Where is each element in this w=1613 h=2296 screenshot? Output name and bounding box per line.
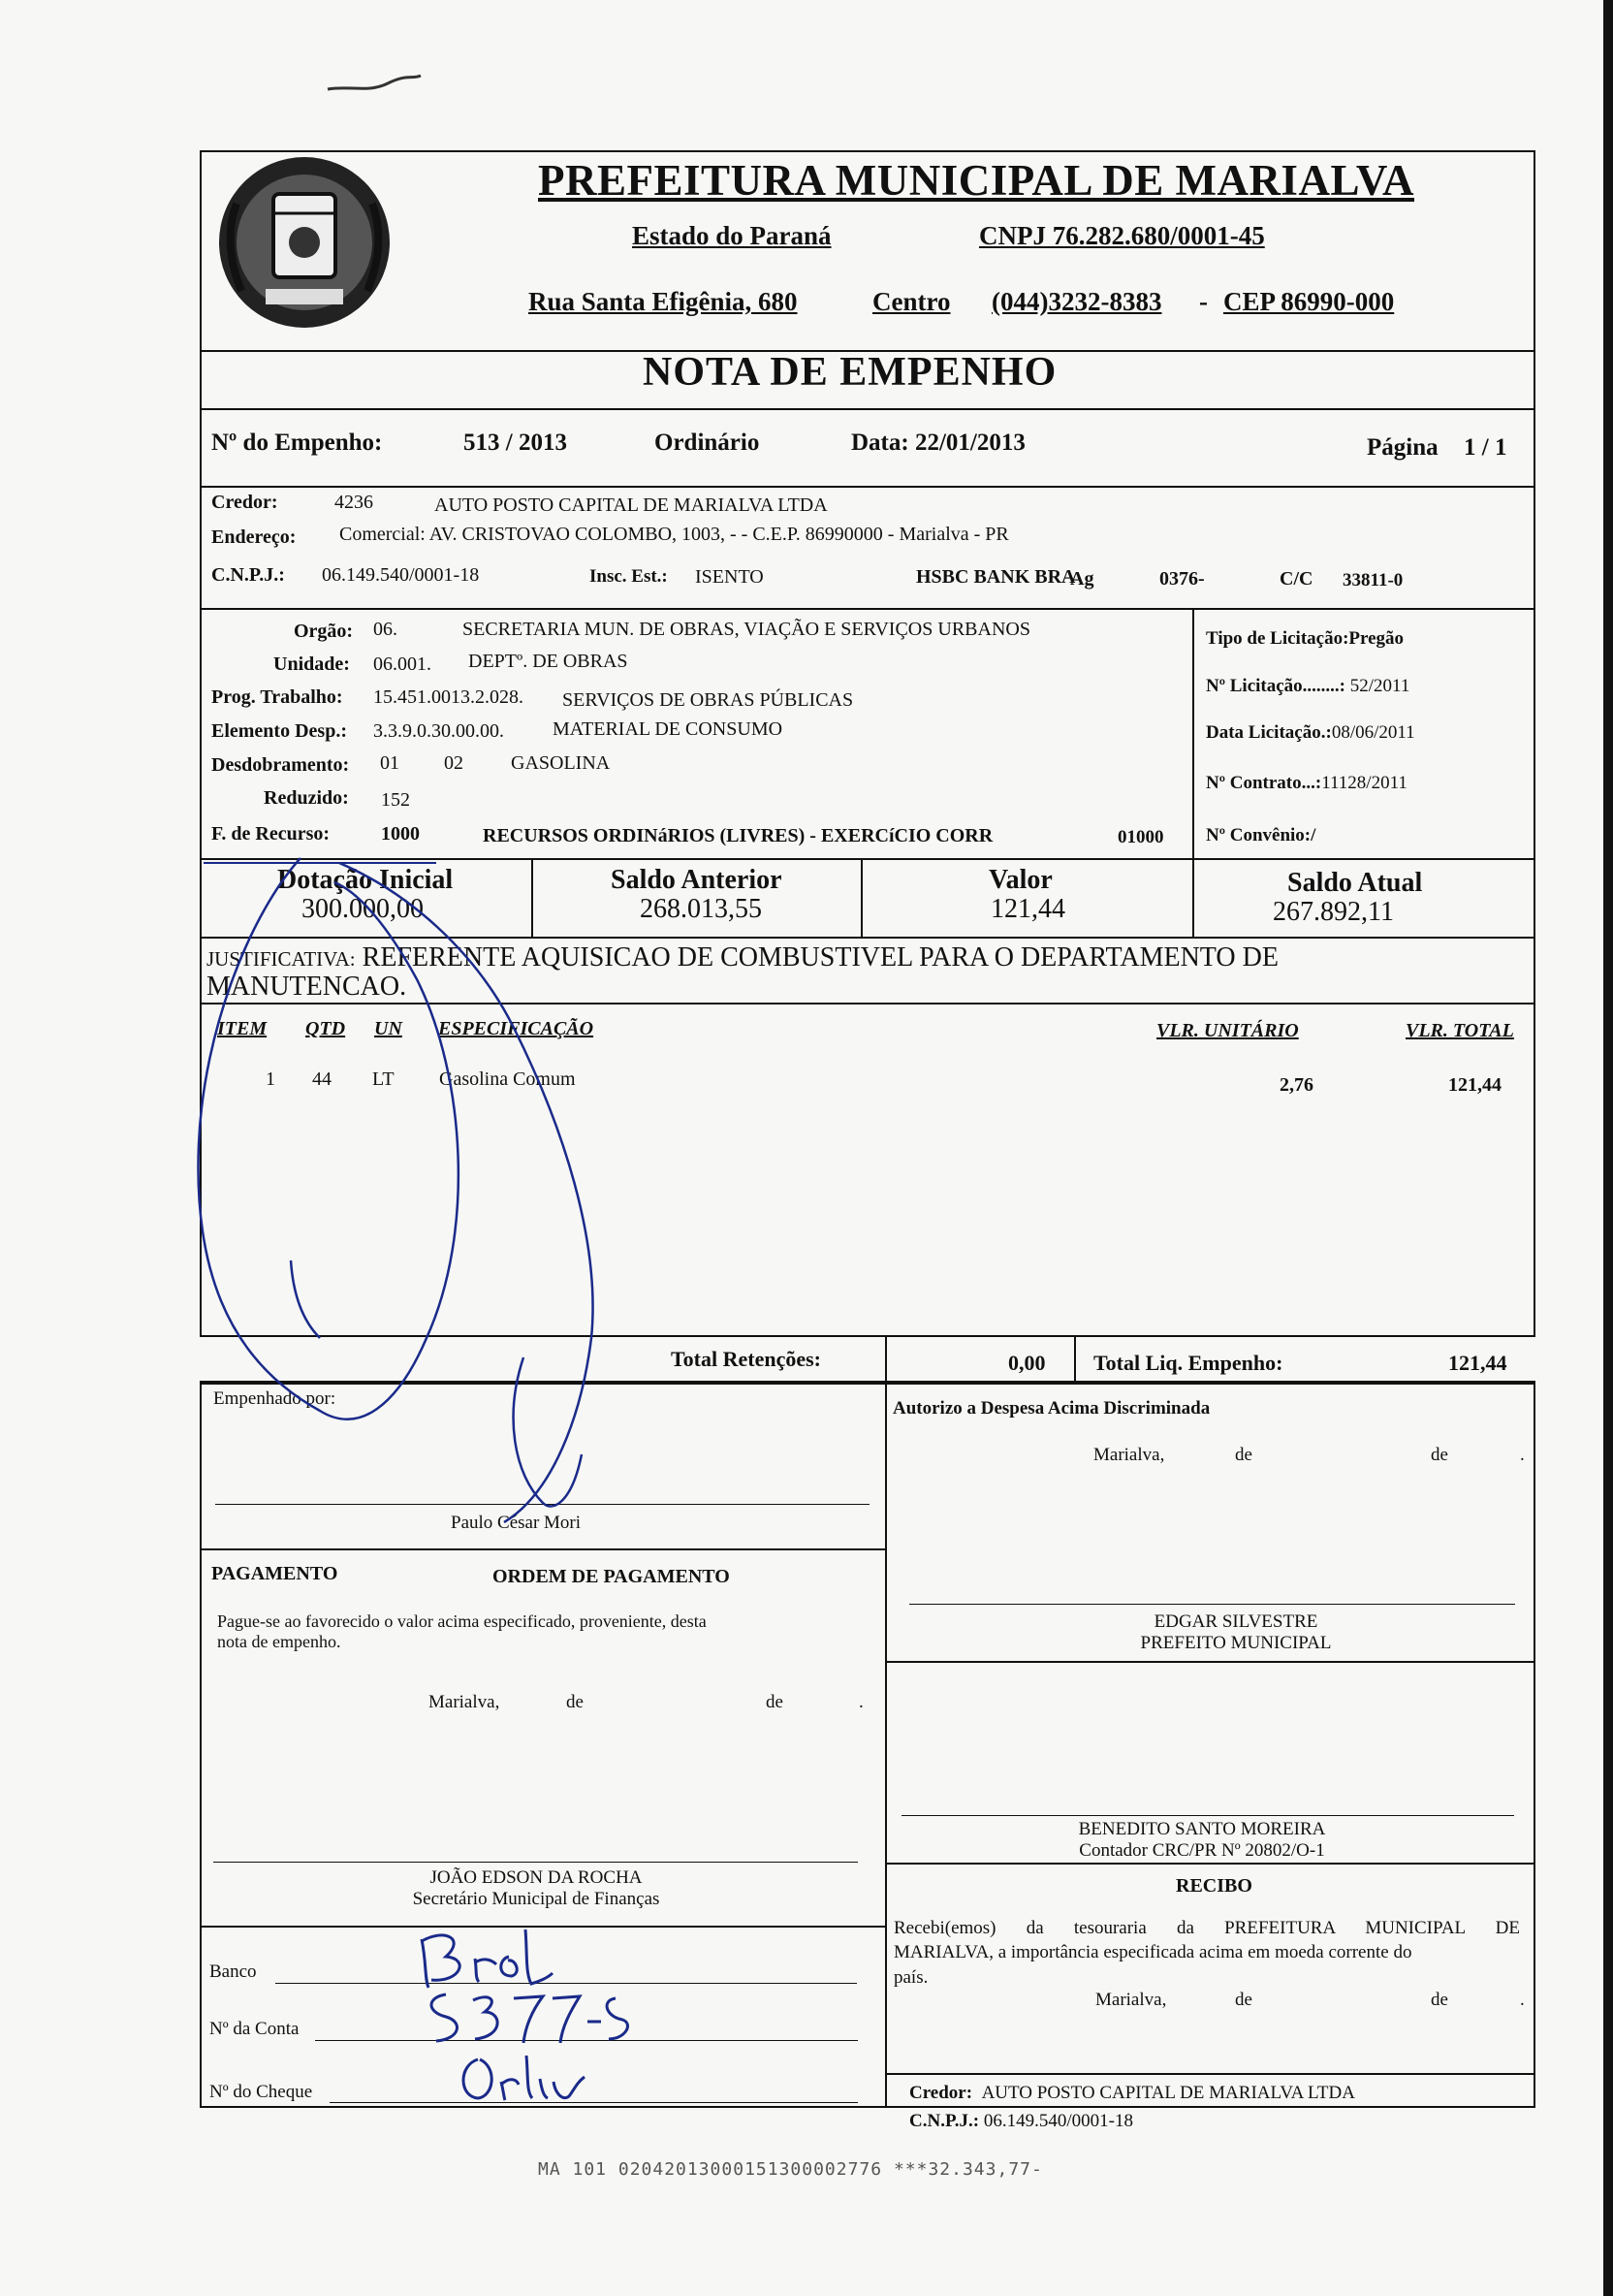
cheque-label: Nº do Cheque — [209, 2082, 313, 2102]
valor-label: Valor — [989, 865, 1053, 895]
desdobramento-desc: GASOLINA — [511, 752, 611, 774]
fonte-label: F. de Recurso: — [211, 823, 331, 845]
empenho-label: Nº do Empenho: — [211, 430, 383, 456]
autorizo-de-1: de — [1235, 1445, 1252, 1465]
pagamento-de-2: de — [766, 1692, 783, 1712]
recibo-dot: . — [1520, 1990, 1525, 2010]
reduzido-value: 152 — [381, 789, 410, 811]
contrato-value: 11128/2011 — [1321, 773, 1407, 793]
recibo-text-3: país. — [894, 1967, 929, 1988]
insc-label: Insc. Est.: — [589, 566, 668, 587]
credor-name: AUTO POSTO CAPITAL DE MARIALVA LTDA — [434, 494, 828, 516]
page-number: 1 / 1 — [1464, 434, 1507, 461]
insc-value: ISENTO — [695, 566, 764, 588]
account-value: 33811-0 — [1343, 570, 1404, 590]
pagamento-dot: . — [859, 1692, 864, 1712]
dotacao-label: Dotação Inicial — [277, 865, 454, 895]
saldo-atual-label: Saldo Atual — [1287, 868, 1423, 898]
retencoes-value: 0,00 — [1008, 1351, 1046, 1375]
contrato-label: Nº Contrato...: — [1206, 773, 1322, 793]
credor-footer-cnpj: 06.149.540/0001-18 — [983, 2111, 1133, 2131]
page-label: Página — [1367, 434, 1439, 461]
unidade-label: Unidade: — [273, 654, 350, 675]
pagamento-de-1: de — [566, 1692, 584, 1712]
credor-box — [200, 486, 1535, 610]
dotacao-value: 300.000,00 — [301, 894, 424, 924]
agency-label: Ag — [1070, 568, 1094, 590]
scan-edge — [1603, 0, 1613, 2296]
secretario-name: JOÃO EDSON DA ROCHA — [429, 1867, 643, 1888]
bank-name: HSBC BANK BRA — [916, 566, 1076, 588]
desdobramento-b: 02 — [444, 752, 463, 774]
th-qtd: QTD — [305, 1018, 346, 1039]
ordem-pagamento-label: ORDEM DE PAGAMENTO — [492, 1566, 730, 1587]
cnpj-value: 06.149.540/0001-18 — [322, 564, 480, 586]
th-vlr-unitario: VLR. UNITÁRIO — [1156, 1020, 1299, 1041]
recibo-city: Marialva, — [1095, 1990, 1167, 2010]
header-separator: - — [1199, 287, 1208, 316]
prog-value: 15.451.0013.2.028. — [373, 686, 523, 708]
empenho-number: 513 / 2013 — [463, 430, 567, 456]
header-phone: (044)3232-8383 — [992, 287, 1162, 316]
fonte-code: 01000 — [1118, 827, 1164, 847]
handwriting-conta — [417, 1983, 640, 2051]
licitacao-tipo: Tipo de Licitação:Pregão — [1206, 628, 1405, 649]
licitacao-data-label: Data Licitação.: — [1206, 722, 1332, 743]
justificativa-text-1: REFERENTE AQUISICAO DE COMBUSTIVEL PARA O DEPARTAMENTO DE — [362, 942, 1279, 973]
justificativa-text-2: MANUTENCAO. — [206, 972, 407, 1002]
mechanical-stamp: MA 101 02042013000151300002776 ***32.343,77- — [538, 2159, 1043, 2180]
unidade-desc: DEPTº. DE OBRAS — [468, 651, 628, 672]
row-item: 1 — [266, 1068, 275, 1090]
header-cnpj: CNPJ 76.282.680/0001-45 — [979, 221, 1265, 250]
recibo-text-2: MARIALVA, a importância especificada acima em moeda corrente do — [894, 1942, 1412, 1962]
empenhado-label: Empenhado por: — [213, 1388, 336, 1409]
handwriting-cheque — [451, 2048, 596, 2106]
credor-footer-cnpj-label: C.N.P.J.: — [909, 2111, 980, 2131]
justificativa-label: JUSTIFICATIVA: — [206, 947, 356, 971]
doc-title: NOTA DE EMPENHO — [643, 350, 1058, 395]
fonte-value: 1000 — [381, 823, 420, 845]
row-qtd: 44 — [312, 1068, 332, 1090]
prefeito-name: EDGAR SILVESTRE — [1154, 1611, 1318, 1632]
prog-desc: SERVIÇOS DE OBRAS PÚBLICAS — [562, 689, 854, 711]
recibo-text-1: Recebi(emos) da tesouraria da PREFEITURA MUNICIPAL DE — [894, 1918, 1520, 1938]
conta-label: Nº da Conta — [209, 2019, 300, 2039]
recibo-de-2: de — [1431, 1990, 1448, 2010]
header-cep: CEP 86990-000 — [1223, 287, 1395, 316]
credor-code: 4236 — [334, 492, 373, 513]
contador-name: BENEDITO SANTO MOREIRA — [1078, 1819, 1326, 1839]
banco-label: Banco — [209, 1961, 257, 1982]
orgao-desc: SECRETARIA MUN. DE OBRAS, VIAÇÃO E SERVIÇOS URBANOS — [462, 619, 1030, 640]
licitacao-numero-label: Nº Licitação........: — [1206, 676, 1345, 696]
header-center: Centro — [872, 287, 951, 316]
handwriting-banco — [407, 1920, 562, 1993]
elemento-desc: MATERIAL DE CONSUMO — [553, 718, 783, 740]
agency-value: 0376- — [1159, 568, 1205, 590]
credor-footer-label: Credor: — [909, 2083, 973, 2103]
pen-signature-loop — [184, 834, 688, 1551]
cnpj-label: C.N.P.J.: — [211, 564, 285, 586]
header-address: Rua Santa Efigênia, 680 — [528, 287, 798, 316]
fonte-desc: RECURSOS ORDINáRIOS (LIVRES) - EXERCíCIO CORR — [483, 825, 994, 846]
orgao-value: 06. — [373, 619, 397, 640]
empenhado-name: Paulo César Mori — [451, 1513, 582, 1533]
prog-label: Prog. Trabalho: — [211, 686, 343, 708]
th-un: UN — [374, 1018, 402, 1039]
header-state: Estado do Paraná — [632, 221, 832, 250]
reduzido-label: Reduzido: — [264, 787, 349, 809]
autorizo-de-2: de — [1431, 1445, 1448, 1465]
secretario-role: Secretário Municipal de Finanças — [412, 1889, 660, 1909]
empenho-type: Ordinário — [654, 430, 760, 456]
unidade-value: 06.001. — [373, 654, 431, 675]
liquido-value: 121,44 — [1448, 1351, 1507, 1375]
retencoes-label: Total Retenções: — [671, 1347, 821, 1371]
licitacao-data: 08/06/2011 — [1331, 722, 1415, 743]
valor-value: 121,44 — [991, 894, 1065, 924]
saldo-anterior-value: 268.013,55 — [640, 894, 762, 924]
saldo-atual-value: 267.892,11 — [1273, 897, 1394, 927]
recibo-de-1: de — [1235, 1990, 1252, 2010]
recibo-title: RECIBO — [1176, 1875, 1252, 1897]
endereco-label: Endereço: — [211, 526, 297, 548]
th-especificacao: ESPECIFICAÇÃO — [438, 1018, 594, 1039]
coat-of-arms-logo — [207, 145, 401, 339]
endereco-value: Comercial: AV. CRISTOVAO COLOMBO, 1003, - - C.E.P. 86990000 - Marialva - PR — [339, 524, 1009, 545]
account-label: C/C — [1280, 568, 1313, 590]
saldo-anterior-label: Saldo Anterior — [611, 865, 782, 895]
pagamento-text-1: Pague-se ao favorecido o valor acima especificado, proveniente, desta — [217, 1611, 707, 1631]
top-scribble — [320, 68, 427, 97]
orgao-label: Orgão: — [294, 621, 354, 642]
prefeito-role: PREFEITO MUNICIPAL — [1140, 1633, 1332, 1653]
credor-footer-name: AUTO POSTO CAPITAL DE MARIALVA LTDA — [981, 2083, 1355, 2103]
th-item: ITEM — [217, 1018, 268, 1039]
row-vlr-unitario: 2,76 — [1280, 1074, 1313, 1096]
pagamento-text-2: nota de empenho. — [217, 1632, 341, 1651]
autorizo-label: Autorizo a Despesa Acima Discriminada — [893, 1398, 1211, 1419]
convenio: Nº Convênio:/ — [1206, 825, 1316, 845]
liquido-label: Total Liq. Empenho: — [1093, 1351, 1283, 1375]
row-especificacao: Gasolina Comum — [439, 1068, 576, 1090]
empenho-date: Data: 22/01/2013 — [851, 430, 1026, 456]
licitacao-numero: 52/2011 — [1349, 676, 1410, 696]
elemento-value: 3.3.9.0.30.00.00. — [373, 720, 504, 742]
elemento-label: Elemento Desp.: — [211, 720, 347, 742]
pagamento-label: PAGAMENTO — [211, 1563, 338, 1584]
desdobramento-a: 01 — [380, 752, 399, 774]
row-un: LT — [372, 1068, 395, 1090]
row-vlr-total: 121,44 — [1448, 1074, 1502, 1096]
th-vlr-total: VLR. TOTAL — [1406, 1020, 1514, 1041]
pagamento-city: Marialva, — [428, 1692, 500, 1712]
contador-role: Contador CRC/PR Nº 20802/O-1 — [1079, 1840, 1325, 1861]
autorizo-dot: . — [1520, 1445, 1525, 1465]
header-title: PREFEITURA MUNICIPAL DE MARIALVA — [538, 156, 1415, 205]
desdobramento-label: Desdobramento: — [211, 754, 350, 776]
autorizo-city: Marialva, — [1093, 1445, 1165, 1465]
credor-label: Credor: — [211, 492, 278, 513]
